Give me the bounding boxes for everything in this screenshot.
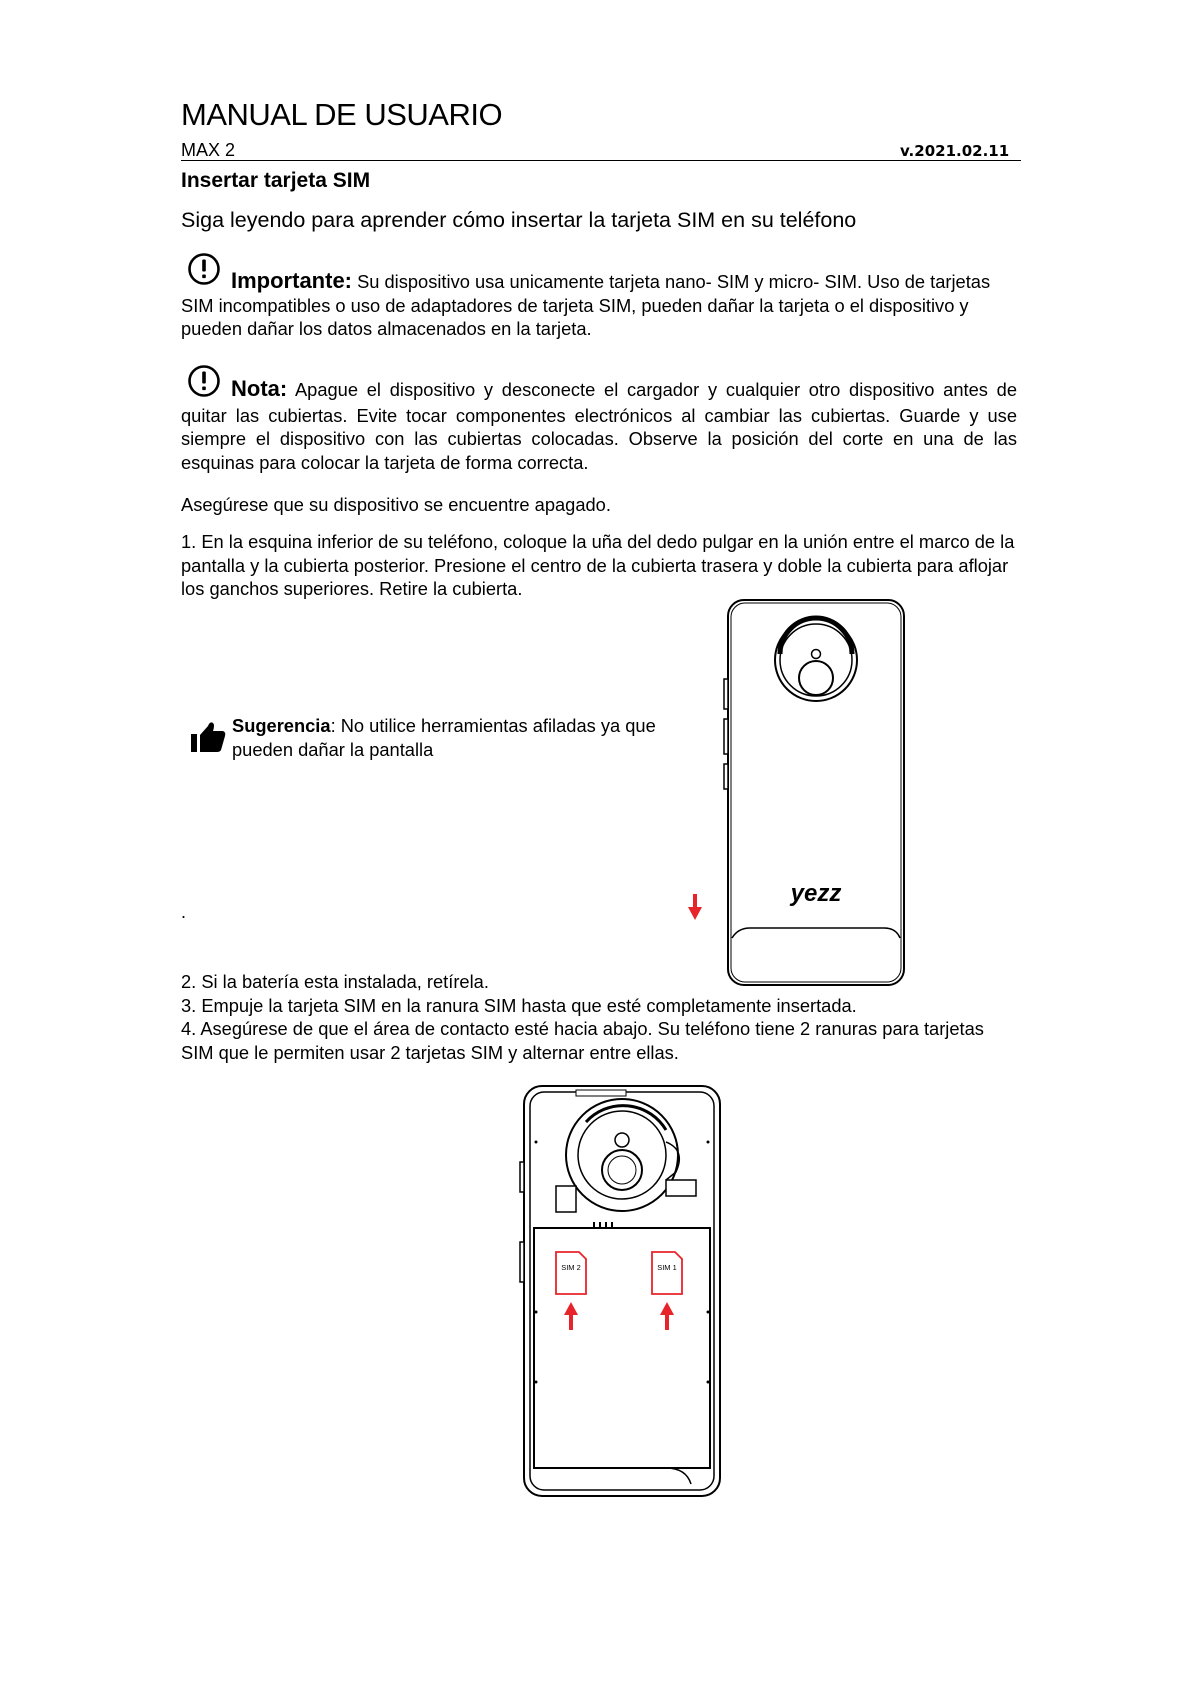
sim-1-slot — [652, 1252, 682, 1294]
powered-off-instruction: Asegúrese que su dispositivo se encuentre apagado. — [181, 494, 611, 515]
sim-2-slot — [556, 1252, 586, 1294]
brand-logo: yezz — [790, 880, 842, 907]
step-4: 4. Asegúrese de que el área de contacto esté hacia abajo. Su teléfono tiene 2 ranuras para tarjetas SIM que le permiten usar 2 tarjetas SIM y alternar entre ellas. — [181, 1018, 984, 1063]
document-title: MANUAL DE USUARIO — [181, 97, 503, 132]
model-name: MAX 2 — [181, 140, 236, 160]
phone-back-figure — [680, 594, 920, 990]
section-title: Insertar tarjeta SIM — [181, 169, 371, 192]
sim-slots-figure — [516, 1082, 726, 1502]
thumbs-up-icon — [190, 720, 226, 759]
step-1: 1. En la esquina inferior de su teléfono, coloque la uña del dedo pulgar en la unión entre el marco de la pantalla y la cubierta posterior. Presione el centro de la cubierta trasera y doble la cubierta para aflojar los ganchos superiores. Retire la cubierta. — [181, 531, 1015, 599]
header-divider — [181, 160, 1021, 161]
document-version: v.2021.02.11 — [900, 142, 1010, 160]
tip-label: Sugerencia — [232, 715, 331, 736]
note-text: Apague el dispositivo y desconecte el cargador y cualquier otro dispositivo antes de quitar las cubiertas. Evite tocar componentes electrónicos al cambiar las cubiertas. Guarde y use siempre el dispositivo con las cubiertas colocadas. Observe la posición del corte en una de las esquinas para colocar la tarjeta de forma correcta. — [181, 379, 1017, 473]
tip-text — [232, 714, 672, 761]
important-label: Importante: — [231, 268, 352, 293]
down-arrow-icon — [688, 894, 702, 920]
alert-circle-icon — [187, 252, 221, 292]
sim-1-label: SIM 1 — [657, 1263, 677, 1272]
important-notice — [181, 252, 1017, 341]
tip-body: : No utilice herramientas afiladas ya que pueden dañar la pantalla — [232, 715, 656, 760]
note-label: Nota: — [231, 376, 288, 401]
note-notice — [181, 364, 1017, 474]
stray-dot: . — [181, 902, 187, 922]
alert-circle-icon — [187, 364, 221, 404]
section-intro: Siga leyendo para aprender cómo insertar la tarjeta SIM en su teléfono — [181, 208, 857, 232]
step-3: 3. Empuje la tarjeta SIM en la ranura SIM hasta que esté completamente insertada. — [181, 994, 857, 1016]
step-2: 2. Si la batería esta instalada, retírela. — [181, 971, 489, 992]
steps-list — [181, 970, 1017, 1064]
important-text: Su dispositivo usa unicamente tarjeta nano- SIM y micro- SIM. Uso de tarjetas SIM incompatibles o uso de adaptadores de tarjeta SIM, pueden dañar la tarjeta o el dispositivo y pueden dañar los datos almacenados en la tarjeta. — [181, 271, 991, 339]
sim-2-label: SIM 2 — [561, 1263, 581, 1272]
